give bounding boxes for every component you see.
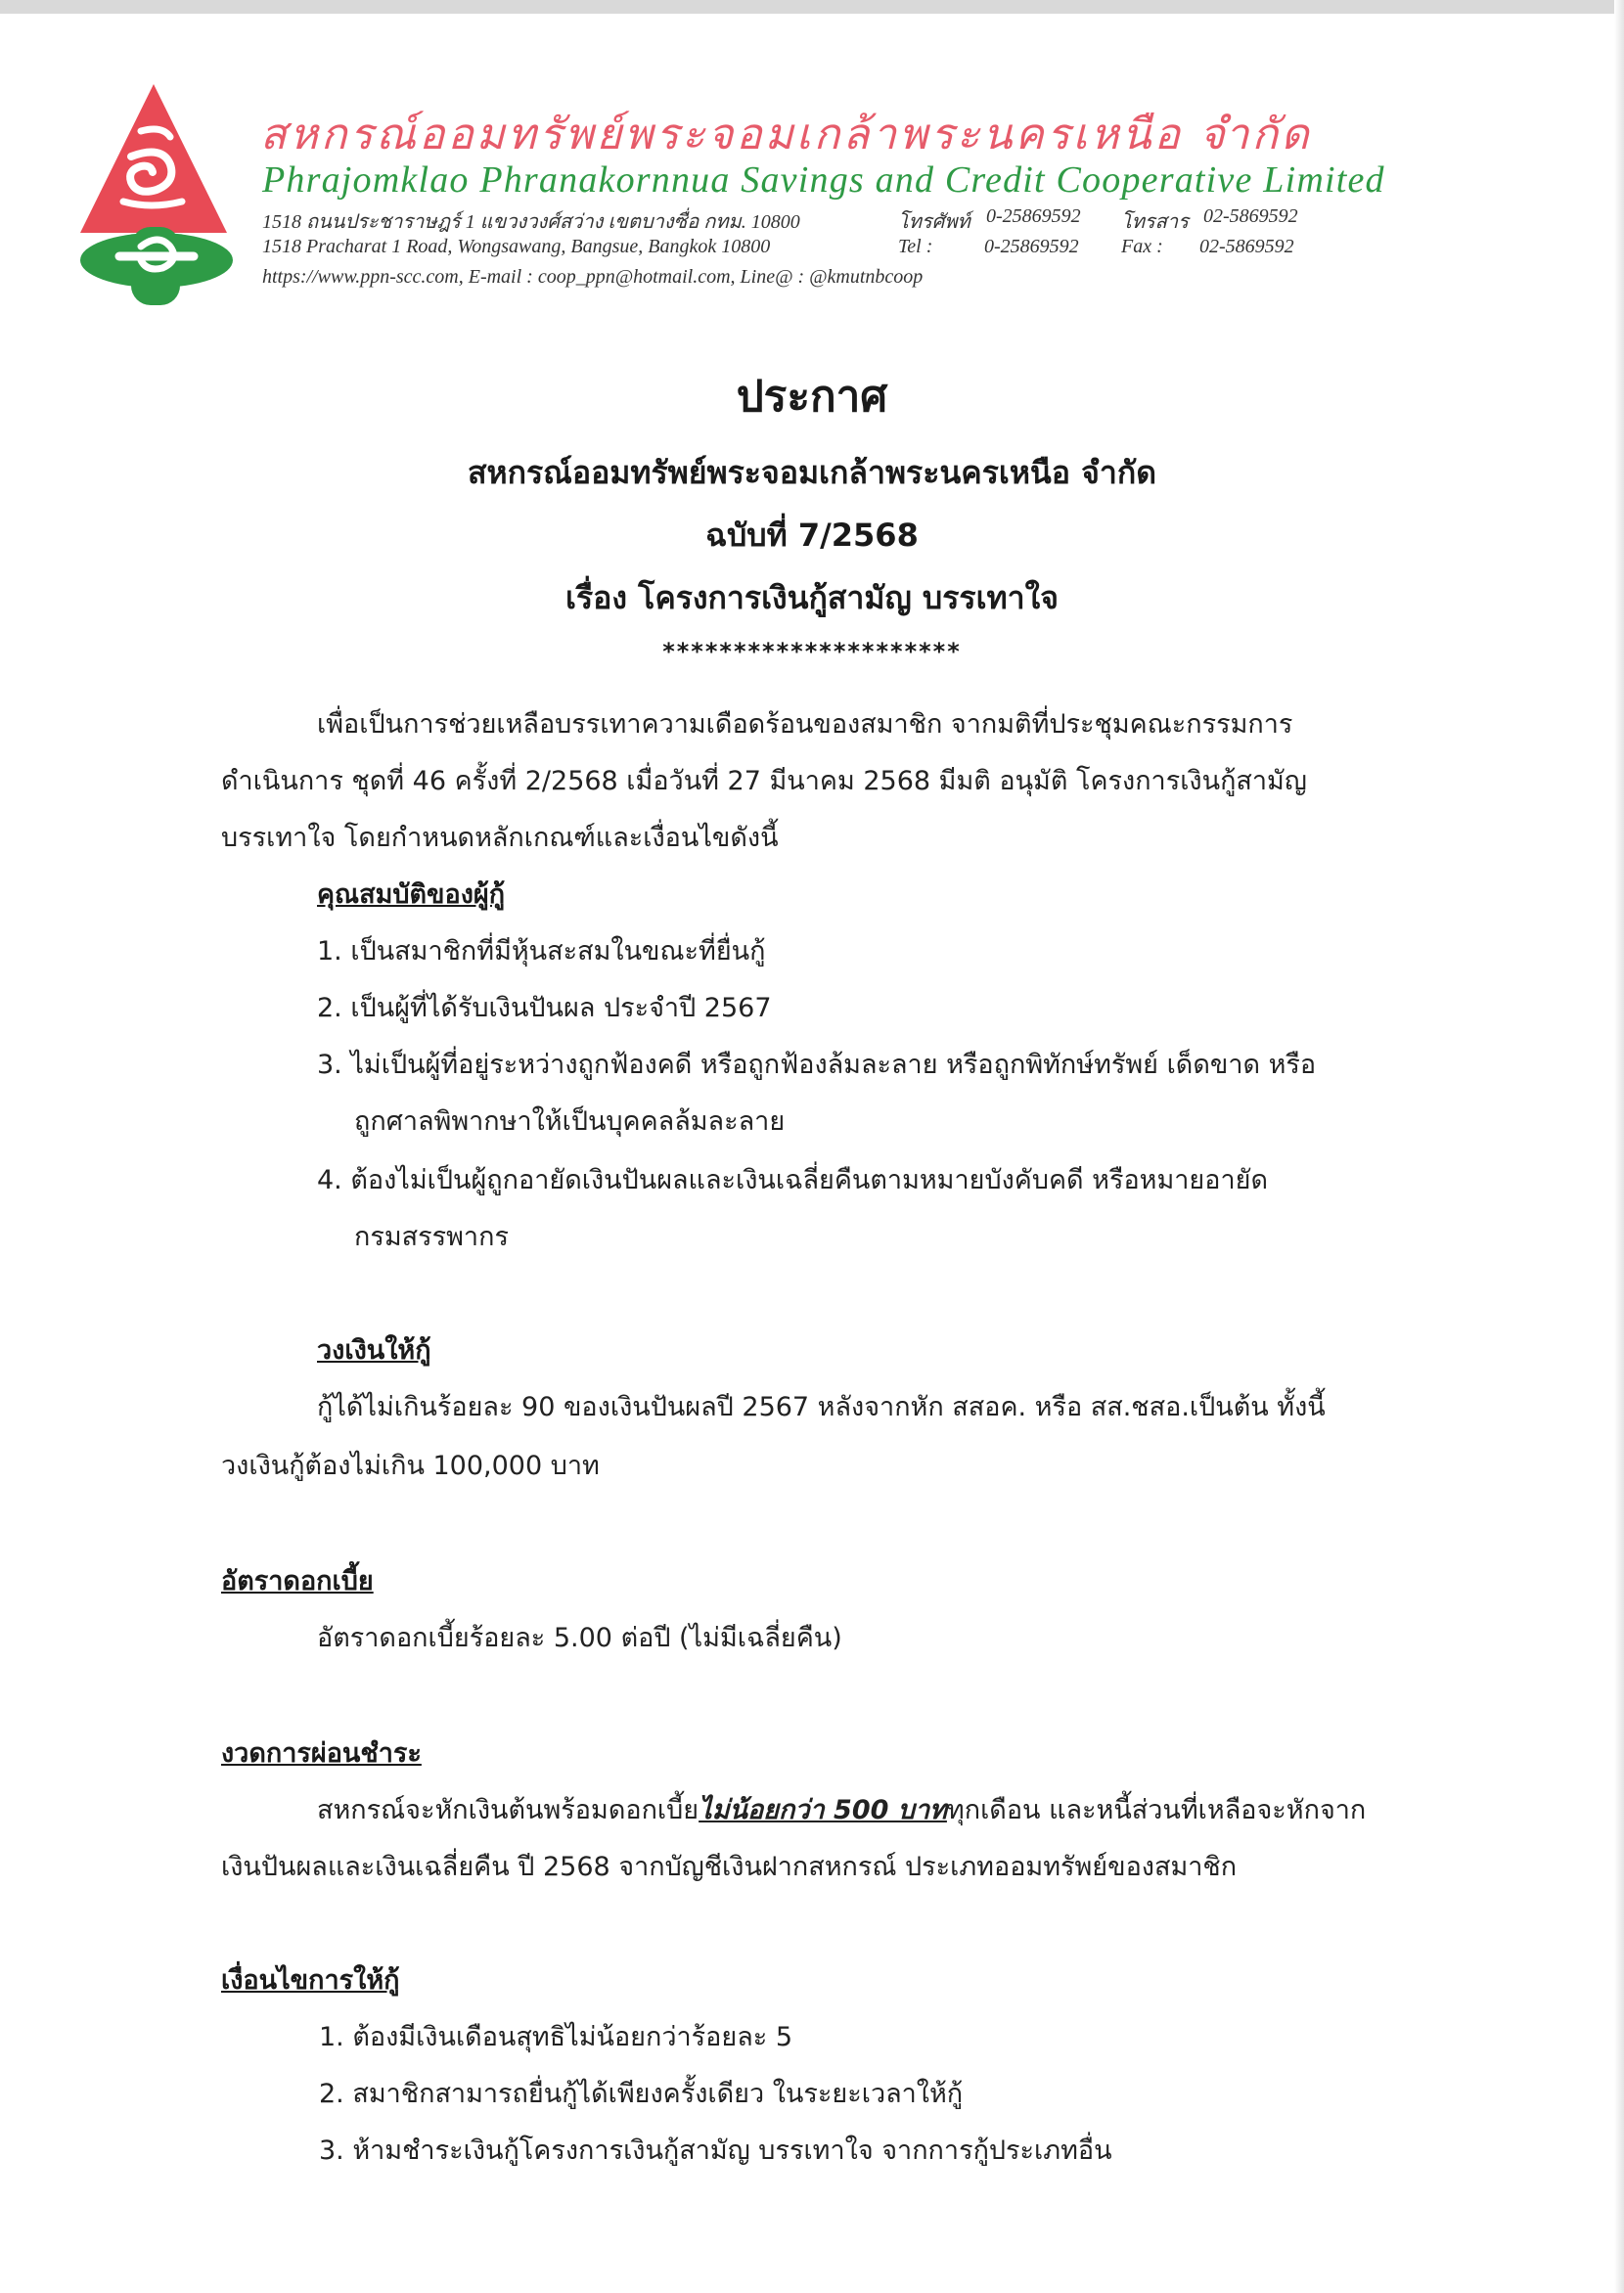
repayment-text-post: ทุกเดือน และหนี้ส่วนที่เหลือจะหักจาก (946, 1795, 1367, 1825)
fax-english: 02-5869592 (1199, 236, 1294, 257)
address-thai: 1518 ถนนประชาราษฎร์ 1 แขวงวงศ์สว่าง เขตบางซื่อ กทม. 10800 (262, 211, 800, 233)
conditions-heading: เงื่อนไขการให้กู้ (221, 1965, 400, 1996)
repayment-line-2: เงินปันผลและเงินเฉลี่ยคืน ปี 2568 จากบัญชีเงินฝากสหกรณ์ ประเภทออมทรัพย์ของสมาชิก (221, 1852, 1238, 1882)
announcement-org: สหกรณ์ออมทรัพย์พระจอมเกล้าพระนครเหนือ จำกัด (467, 454, 1157, 491)
scan-top-edge (0, 0, 1624, 14)
qualification-item-continued: กรมสรรพากร (354, 1222, 509, 1252)
qualification-item-continued: ถูกศาลพิพากษาให้เป็นบุคคลล้มละลาย (354, 1106, 786, 1137)
cooperative-logo-icon (72, 80, 235, 307)
qualification-item: 1. เป็นสมาชิกที่มีหุ้นสะสมในขณะที่ยื่นกู้ (317, 936, 766, 967)
announcement-heading: ประกาศ (736, 372, 888, 422)
repayment-line-1 (317, 1788, 1366, 1830)
phone-label-thai: โทรศัพท์ (898, 211, 970, 233)
intro-line-1: เพื่อเป็นการช่วยเหลือบรรเทาความเดือดร้อนของสมาชิก จากมติที่ประชุมคณะกรรมการ (317, 709, 1293, 740)
org-name-english: Phrajomklao Phranakornnua Savings and Credit Cooperative Limited (262, 159, 1385, 201)
org-name-thai: สหกรณ์ออมทรัพย์พระจอมเกล้าพระนครเหนือ จำกัด (260, 110, 1312, 159)
announcement-subject: เรื่อง โครงการเงินกู้สามัญ บรรเทาใจ (565, 579, 1059, 616)
intro-line-2: ดำเนินการ ชุดที่ 46 ครั้งที่ 2/2568 เมื่อวันที่ 27 มีนาคม 2568 มีมติ อนุมัติ โครงการเงินกู้สามัญ (221, 766, 1307, 796)
address-english: 1518 Pracharat 1 Road, Wongsawang, Bangsue, Bangkok 10800 (262, 236, 771, 257)
phone-thai: 0-25869592 (986, 205, 1081, 227)
loan-limit-heading: วงเงินให้กู้ (317, 1335, 431, 1366)
condition-item: 3. ห้ามชำระเงินกู้โครงการเงินกู้สามัญ บรรเทาใจ จากการกู้ประเภทอื่น (319, 2136, 1112, 2166)
intro-line-3: บรรเทาใจ โดยกำหนดหลักเกณฑ์และเงื่อนไขดังนี้ (221, 823, 779, 853)
fax-label-thai: โทรสาร (1121, 211, 1189, 233)
fax-label-english: Fax : (1121, 236, 1163, 257)
announcement-number: ฉบับที่ 7/2568 (705, 517, 919, 554)
condition-item: 1. ต้องมีเงินเดือนสุทธิไม่น้อยกว่าร้อยละ 5 (319, 2022, 793, 2052)
qualification-item: 4. ต้องไม่เป็นผู้ถูกอายัดเงินปันผลและเงินเฉลี่ยคืนตามหมายบังคับคดี หรือหมายอายัด (317, 1165, 1268, 1195)
interest-heading: อัตราดอกเบี้ย (221, 1566, 374, 1596)
minimum-payment-emphasis: ไม่น้อยกว่า 500 บาท (699, 1795, 947, 1825)
qualification-item: 2. เป็นผู้ที่ได้รับเงินปันผล ประจำปี 2567 (317, 993, 772, 1023)
repayment-text-pre: สหกรณ์จะหักเงินต้นพร้อมดอกเบี้ย (317, 1795, 699, 1825)
condition-item: 2. สมาชิกสามารถยื่นกู้ได้เพียงครั้งเดียว ในระยะเวลาให้กู้ (319, 2079, 964, 2109)
repayment-heading: งวดการผ่อนชำระ (221, 1738, 422, 1769)
fax-thai: 02-5869592 (1203, 205, 1298, 227)
loan-limit-line-2: วงเงินกู้ต้องไม่เกิน 100,000 บาท (221, 1451, 600, 1481)
qualifications-heading: คุณสมบัติของผู้กู้ (317, 879, 506, 910)
loan-limit-line-1: กู้ได้ไม่เกินร้อยละ 90 ของเงินปันผลปี 2567 หลังจากหัก สสอค. หรือ สส.ชสอ.เป็นต้น ทั้งนี้ (317, 1392, 1326, 1422)
phone-english: 0-25869592 (984, 236, 1079, 257)
qualification-item: 3. ไม่เป็นผู้ที่อยู่ระหว่างถูกฟ้องคดี หรือถูกฟ้องล้มละลาย หรือถูกพิทักษ์ทรัพย์ เด็ดขาด หรือ (317, 1050, 1317, 1080)
asterisk-divider: ********************* (662, 638, 962, 665)
phone-label-english: Tel : (898, 236, 933, 257)
scan-right-edge (1614, 0, 1624, 2293)
interest-rate-line: อัตราดอกเบี้ยร้อยละ 5.00 ต่อปี (ไม่มีเฉลี่ยคืน) (317, 1623, 842, 1653)
web-email-line: https://www.ppn-scc.com, E-mail : coop_ppn@hotmail.com, Line@ : @kmutnbcoop (262, 266, 924, 288)
